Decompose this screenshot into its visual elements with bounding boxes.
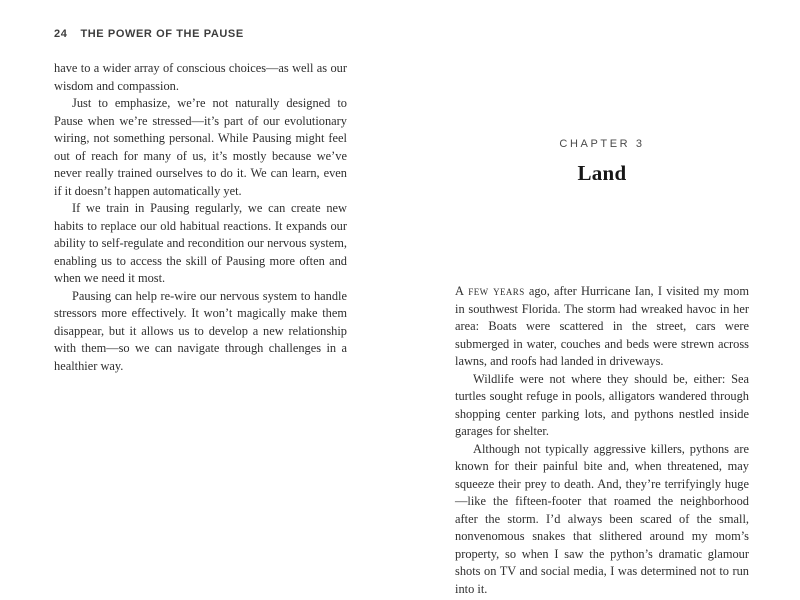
- chapter-title: Land: [577, 161, 627, 185]
- chapter-label: CHAPTER 3: [559, 138, 645, 150]
- right-page-body: [455, 283, 749, 598]
- body-paragraph: Just to emphasize, we’re not naturally designed to Pause when we’re stressed—it’s part of our evolutionary wiring, not something personal. While Pausing might feel out of reach for many of us, it’s mostly because we’ve never really trained ourselves to do it. We can learn, even if it doesn’t happen automatically yet.: [54, 96, 347, 198]
- chapter-heading: [455, 138, 749, 186]
- left-page-body: [54, 60, 347, 375]
- body-paragraph: Although not typically aggressive killers, pythons are known for their painful bite and, when threatened, may squeeze their prey to death. And, they’re terrifyingly huge—like the fifteen-footer that roamed the neighborhood after the storm. I’d always been scared of the small, nonvenomous snakes that slithered around my mom’s property, so when I saw the python’s dramatic glamour shots on TV and social media, I was determined not to run into it.: [455, 441, 749, 596]
- small-caps-lead: A few years: [455, 284, 525, 298]
- running-header: [54, 28, 347, 40]
- body-paragraph: Pausing can help re-wire our nervous system to handle stressors more effectively. It won’t magically make them disappear, but it allows us to develop a new relationship with them—so we can navigate through challenges in a healthier way.: [54, 288, 347, 373]
- body-paragraph: If we train in Pausing regularly, we can create new habits to replace our old habitual reactions. It expands our ability to self-regulate and recondition our nervous system, enabling us to access the skill of Pausing more often and when we need it most.: [54, 201, 347, 285]
- paragraph-continuation: ago, after Hurricane Ian, I visited my mom in southwest Florida. The storm had wreaked havoc in her area: Boats were scattered in the street, cars were submerged in water, couches and beds were strewn across lawns, and roofs had landed in driveways.: [455, 284, 749, 368]
- running-header-title: THE POWER OF THE PAUSE: [80, 28, 244, 40]
- body-paragraph: [455, 283, 749, 371]
- body-paragraph: have to a wider array of conscious choices—as well as our wisdom and compassion.: [54, 61, 347, 93]
- body-paragraph: Wildlife were not where they should be, either: Sea turtles sought refuge in pools, alligators wandered through shopping center parking lots, and pythons nestled inside garages for shelter.: [455, 371, 749, 438]
- left-page: [54, 28, 347, 375]
- page-number: 24: [54, 28, 68, 40]
